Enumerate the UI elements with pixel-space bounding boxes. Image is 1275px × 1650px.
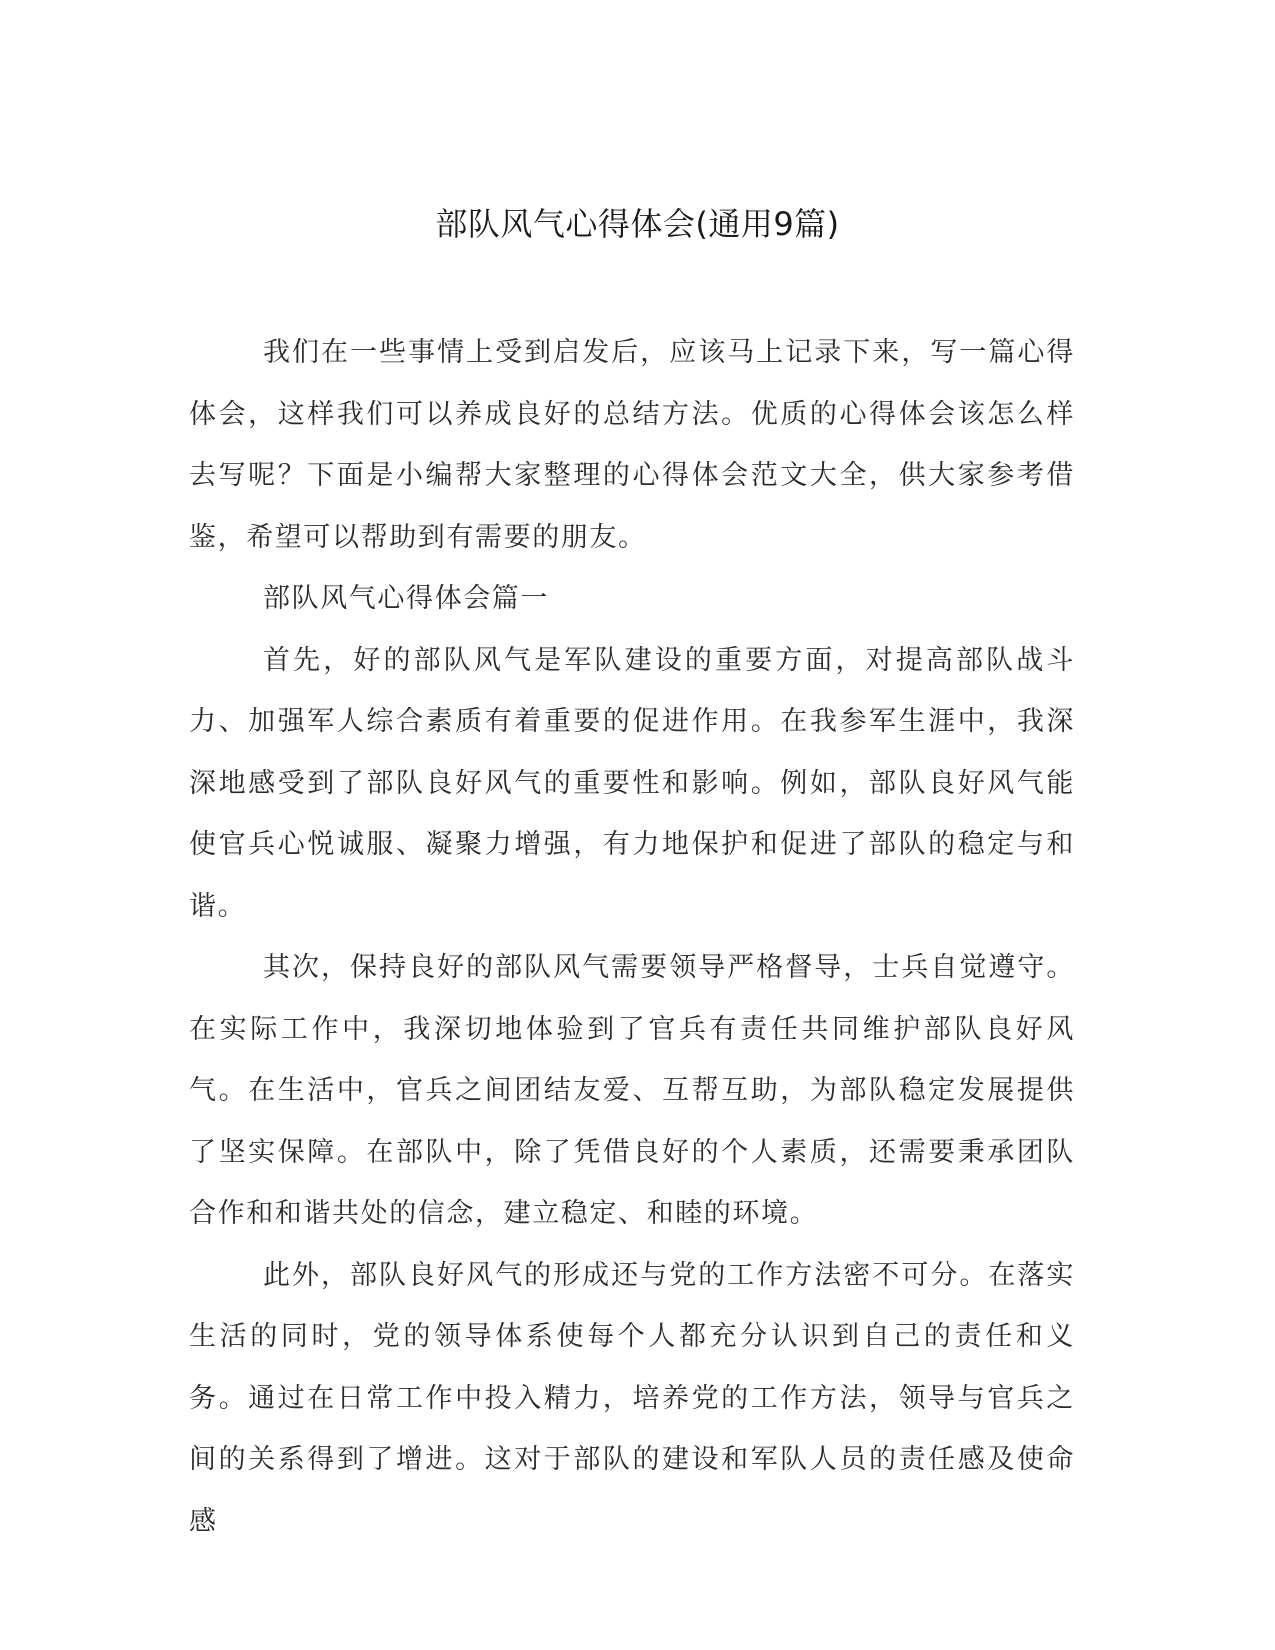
paragraph-first: 首先，好的部队风气是军队建设的重要方面，对提高部队战斗力、加强军人综合素质有着重要的促进作用。在我参军生涯中，我深深地感受到了部队良好风气的重要性和影响。例如，部队良好风气能使官兵心悦诚服、凝聚力增强，有力地保护和促进了部队的稳定与和谐。	[189, 644, 1075, 922]
document-title: 部队风气心得体会(通用9篇)	[435, 205, 840, 243]
paragraph-intro: 我们在一些事情上受到启发后，应该马上记录下来，写一篇心得体会，这样我们可以养成良好的总结方法。优质的心得体会该怎么样去写呢？下面是小编帮大家整理的心得体会范文大全，供大家参考借鉴，希望可以帮助到有需要的朋友。	[189, 337, 1075, 553]
document-body	[189, 322, 1075, 1552]
paragraph-second: 其次，保持良好的部队风气需要领导严格督导，士兵自觉遵守。在实际工作中，我深切地体验到了官兵有责任共同维护部队良好风气。在生活中，官兵之间团结友爱、互帮互助，为部队稳定发展提供了坚实保障。在部队中，除了凭借良好的个人素质，还需要秉承团队合作和和谐共处的信念，建立稳定、和睦的环境。	[189, 952, 1075, 1229]
paragraph-third: 此外，部队良好风气的形成还与党的工作方法密不可分。在落实生活的同时，党的领导体系使每个人都充分认识到自己的责任和义务。通过在日常工作中投入精力，培养党的工作方法，领导与官兵之间的关系得到了增进。这对于部队的建设和军队人员的责任感及使命感	[189, 1259, 1075, 1537]
section-heading: 部队风气心得体会篇一	[263, 583, 549, 614]
